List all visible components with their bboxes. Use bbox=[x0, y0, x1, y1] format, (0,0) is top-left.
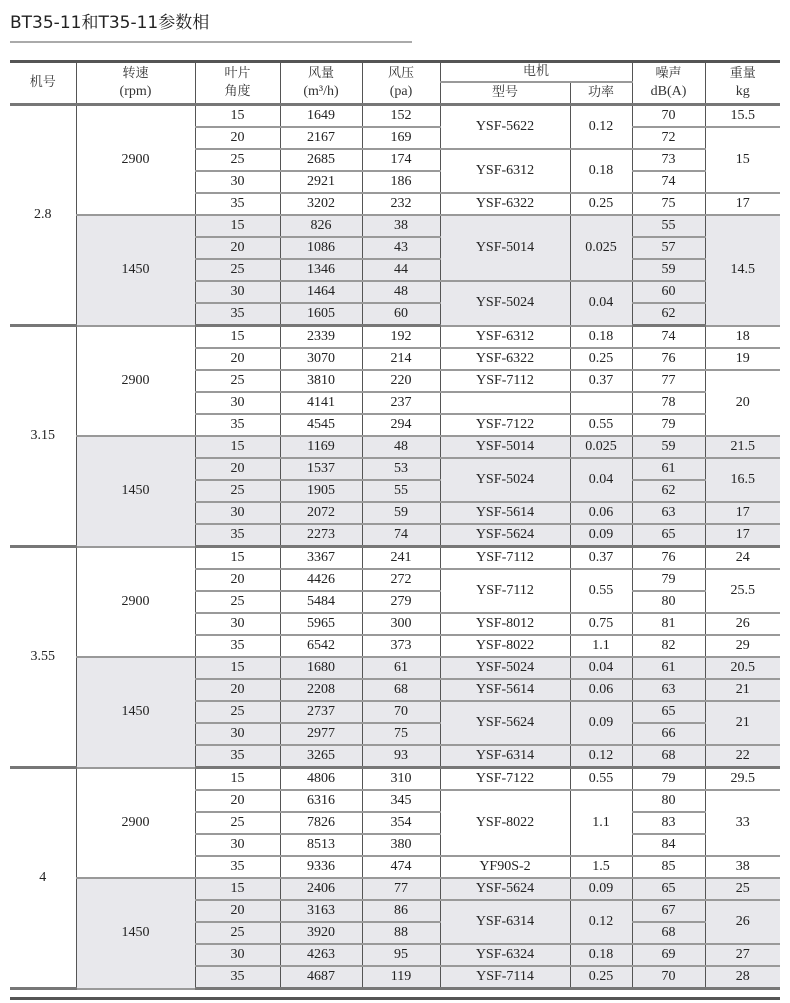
weight-cell: 38 bbox=[705, 856, 780, 878]
noise-cell: 75 bbox=[632, 193, 705, 215]
motor-model-cell: YSF-5614 bbox=[440, 679, 570, 701]
noise-cell: 82 bbox=[632, 635, 705, 657]
weight-cell: 26 bbox=[705, 613, 780, 635]
weight-cell: 27 bbox=[705, 944, 780, 966]
header-speed-label: 转速 bbox=[122, 66, 149, 81]
pressure-cell: 220 bbox=[362, 370, 440, 392]
pressure-cell: 300 bbox=[362, 613, 440, 635]
motor-model-cell: YSF-5622 bbox=[440, 105, 570, 150]
motor-power-cell: 1.1 bbox=[570, 635, 632, 657]
blade-angle-cell: 35 bbox=[195, 856, 280, 878]
flow-cell: 1169 bbox=[280, 436, 362, 458]
machine-no-cell: 3.15 bbox=[10, 326, 76, 547]
blade-angle-cell: 25 bbox=[195, 480, 280, 502]
table-row bbox=[10, 436, 780, 458]
noise-cell: 62 bbox=[632, 303, 705, 326]
motor-model-cell: YSF-8012 bbox=[440, 613, 570, 635]
speed-cell: 2900 bbox=[76, 105, 195, 216]
motor-model-cell: YSF-7122 bbox=[440, 768, 570, 791]
pressure-cell: 237 bbox=[362, 392, 440, 414]
noise-cell: 74 bbox=[632, 171, 705, 193]
flow-cell: 9336 bbox=[280, 856, 362, 878]
motor-power-cell: 0.75 bbox=[570, 613, 632, 635]
blade-angle-cell: 20 bbox=[195, 458, 280, 480]
blade-angle-cell: 15 bbox=[195, 436, 280, 458]
noise-cell: 80 bbox=[632, 790, 705, 812]
pressure-cell: 61 bbox=[362, 657, 440, 679]
weight-cell: 29.5 bbox=[705, 768, 780, 791]
pressure-cell: 186 bbox=[362, 171, 440, 193]
header-weight bbox=[705, 62, 780, 105]
header-noise bbox=[632, 62, 705, 105]
weight-cell: 17 bbox=[705, 502, 780, 524]
noise-cell: 66 bbox=[632, 723, 705, 745]
pressure-cell: 174 bbox=[362, 149, 440, 171]
blade-angle-cell: 30 bbox=[195, 392, 280, 414]
flow-cell: 6542 bbox=[280, 635, 362, 657]
blade-angle-cell: 25 bbox=[195, 591, 280, 613]
motor-power-cell: 0.12 bbox=[570, 105, 632, 150]
blade-angle-cell: 15 bbox=[195, 105, 280, 128]
speed-cell: 2900 bbox=[76, 547, 195, 658]
motor-model-cell: YSF-7122 bbox=[440, 414, 570, 436]
flow-cell: 2737 bbox=[280, 701, 362, 723]
header-flow-unit: (m³/h) bbox=[303, 84, 339, 99]
pressure-cell: 88 bbox=[362, 922, 440, 944]
noise-cell: 63 bbox=[632, 502, 705, 524]
motor-model-cell: YSF-7114 bbox=[440, 966, 570, 989]
motor-power-cell: 0.55 bbox=[570, 768, 632, 791]
noise-cell: 68 bbox=[632, 745, 705, 768]
motor-power-cell: 0.55 bbox=[570, 414, 632, 436]
blade-angle-cell: 15 bbox=[195, 878, 280, 900]
motor-power-cell: 0.25 bbox=[570, 348, 632, 370]
pressure-cell: 38 bbox=[362, 215, 440, 237]
blade-angle-cell: 15 bbox=[195, 768, 280, 791]
motor-model-cell: YSF-6312 bbox=[440, 149, 570, 193]
speed-cell: 2900 bbox=[76, 326, 195, 437]
motor-power-cell: 0.09 bbox=[570, 701, 632, 745]
flow-cell: 6316 bbox=[280, 790, 362, 812]
noise-cell: 65 bbox=[632, 878, 705, 900]
noise-cell: 55 bbox=[632, 215, 705, 237]
blade-angle-cell: 15 bbox=[195, 547, 280, 570]
weight-cell: 21.5 bbox=[705, 436, 780, 458]
flow-cell: 3810 bbox=[280, 370, 362, 392]
noise-cell: 59 bbox=[632, 259, 705, 281]
motor-power-cell: 0.55 bbox=[570, 569, 632, 613]
header-model: 型号 bbox=[440, 82, 570, 105]
table-row bbox=[10, 105, 780, 128]
header-noise-unit: dB(A) bbox=[650, 84, 687, 99]
flow-cell: 8513 bbox=[280, 834, 362, 856]
motor-power-cell: 0.09 bbox=[570, 878, 632, 900]
header-flow bbox=[280, 62, 362, 105]
flow-cell: 1346 bbox=[280, 259, 362, 281]
pressure-cell: 152 bbox=[362, 105, 440, 128]
flow-cell: 1649 bbox=[280, 105, 362, 128]
motor-model-cell: YSF-6322 bbox=[440, 193, 570, 215]
flow-cell: 3265 bbox=[280, 745, 362, 768]
blade-angle-cell: 30 bbox=[195, 171, 280, 193]
motor-model-cell: YSF-7112 bbox=[440, 547, 570, 570]
noise-cell: 80 bbox=[632, 591, 705, 613]
noise-cell: 79 bbox=[632, 768, 705, 791]
blade-angle-cell: 20 bbox=[195, 679, 280, 701]
flow-cell: 3163 bbox=[280, 900, 362, 922]
pressure-cell: 354 bbox=[362, 812, 440, 834]
motor-model-cell: YSF-5614 bbox=[440, 502, 570, 524]
motor-power-cell: 0.25 bbox=[570, 193, 632, 215]
noise-cell: 60 bbox=[632, 281, 705, 303]
motor-model-cell: YSF-6312 bbox=[440, 326, 570, 349]
weight-cell: 28 bbox=[705, 966, 780, 989]
pressure-cell: 55 bbox=[362, 480, 440, 502]
noise-cell: 65 bbox=[632, 524, 705, 547]
blade-angle-cell: 35 bbox=[195, 193, 280, 215]
pressure-cell: 60 bbox=[362, 303, 440, 326]
blade-angle-cell: 30 bbox=[195, 834, 280, 856]
pressure-cell: 192 bbox=[362, 326, 440, 349]
noise-cell: 61 bbox=[632, 458, 705, 480]
blade-angle-cell: 30 bbox=[195, 613, 280, 635]
pressure-cell: 70 bbox=[362, 701, 440, 723]
blade-angle-cell: 30 bbox=[195, 502, 280, 524]
blade-angle-cell: 25 bbox=[195, 812, 280, 834]
weight-cell: 14.5 bbox=[705, 215, 780, 326]
motor-model-cell: YSF-5024 bbox=[440, 458, 570, 502]
noise-cell: 61 bbox=[632, 657, 705, 679]
motor-model-cell: YSF-5024 bbox=[440, 281, 570, 326]
pressure-cell: 294 bbox=[362, 414, 440, 436]
blade-angle-cell: 20 bbox=[195, 900, 280, 922]
pressure-cell: 53 bbox=[362, 458, 440, 480]
motor-power-cell: 1.5 bbox=[570, 856, 632, 878]
noise-cell: 79 bbox=[632, 414, 705, 436]
flow-cell: 3202 bbox=[280, 193, 362, 215]
weight-cell: 16.5 bbox=[705, 458, 780, 502]
weight-cell: 25.5 bbox=[705, 569, 780, 613]
flow-cell: 1680 bbox=[280, 657, 362, 679]
weight-cell: 20.5 bbox=[705, 657, 780, 679]
noise-cell: 57 bbox=[632, 237, 705, 259]
table-row bbox=[10, 657, 780, 679]
pressure-cell: 272 bbox=[362, 569, 440, 591]
blade-angle-cell: 35 bbox=[195, 303, 280, 326]
motor-power-cell: 0.18 bbox=[570, 149, 632, 193]
header-machine-no-label: 机号 bbox=[29, 75, 56, 90]
table-body bbox=[10, 105, 780, 989]
weight-cell: 24 bbox=[705, 547, 780, 570]
flow-cell: 2921 bbox=[280, 171, 362, 193]
flow-cell: 2685 bbox=[280, 149, 362, 171]
flow-cell: 7826 bbox=[280, 812, 362, 834]
pressure-cell: 68 bbox=[362, 679, 440, 701]
pressure-cell: 232 bbox=[362, 193, 440, 215]
header-blade-label: 叶片 bbox=[224, 66, 251, 81]
header-pressure-unit: (pa) bbox=[389, 84, 413, 99]
pressure-cell: 48 bbox=[362, 436, 440, 458]
noise-cell: 72 bbox=[632, 127, 705, 149]
flow-cell: 2977 bbox=[280, 723, 362, 745]
noise-cell: 73 bbox=[632, 149, 705, 171]
motor-model-cell: YSF-5624 bbox=[440, 524, 570, 547]
flow-cell: 1086 bbox=[280, 237, 362, 259]
header-power: 功率 bbox=[570, 82, 632, 105]
flow-cell: 4806 bbox=[280, 768, 362, 791]
weight-cell: 29 bbox=[705, 635, 780, 657]
motor-power-cell: 0.25 bbox=[570, 966, 632, 989]
motor-power-cell: 0.06 bbox=[570, 502, 632, 524]
blade-angle-cell: 20 bbox=[195, 790, 280, 812]
speed-cell: 2900 bbox=[76, 768, 195, 879]
header-machine-no bbox=[10, 62, 76, 105]
flow-cell: 2072 bbox=[280, 502, 362, 524]
noise-cell: 76 bbox=[632, 348, 705, 370]
noise-cell: 85 bbox=[632, 856, 705, 878]
table-row bbox=[10, 878, 780, 900]
machine-no-cell: 2.8 bbox=[10, 105, 76, 326]
motor-model-cell: YSF-6322 bbox=[440, 348, 570, 370]
motor-model-cell: YF90S-2 bbox=[440, 856, 570, 878]
header-noise-label: 噪声 bbox=[655, 66, 682, 81]
blade-angle-cell: 25 bbox=[195, 370, 280, 392]
blade-angle-cell: 25 bbox=[195, 922, 280, 944]
title-divider bbox=[10, 41, 412, 43]
speed-cell: 1450 bbox=[76, 657, 195, 768]
flow-cell: 1537 bbox=[280, 458, 362, 480]
motor-model-cell: YSF-6314 bbox=[440, 745, 570, 768]
weight-cell: 15.5 bbox=[705, 105, 780, 128]
header-flow-label: 风量 bbox=[307, 66, 334, 81]
noise-cell: 78 bbox=[632, 392, 705, 414]
motor-model-cell: YSF-5014 bbox=[440, 436, 570, 458]
motor-power-cell: 0.025 bbox=[570, 215, 632, 281]
weight-cell: 22 bbox=[705, 745, 780, 768]
flow-cell: 5965 bbox=[280, 613, 362, 635]
motor-model-cell: YSF-6314 bbox=[440, 900, 570, 944]
motor-model-cell: YSF-5624 bbox=[440, 701, 570, 745]
pressure-cell: 380 bbox=[362, 834, 440, 856]
flow-cell: 1905 bbox=[280, 480, 362, 502]
pressure-cell: 119 bbox=[362, 966, 440, 989]
flow-cell: 2273 bbox=[280, 524, 362, 547]
header-motor: 电机 bbox=[440, 62, 632, 83]
motor-power-cell: 0.025 bbox=[570, 436, 632, 458]
blade-angle-cell: 25 bbox=[195, 149, 280, 171]
blade-angle-cell: 25 bbox=[195, 259, 280, 281]
motor-power-cell: 0.09 bbox=[570, 524, 632, 547]
pressure-cell: 59 bbox=[362, 502, 440, 524]
header-weight-unit: kg bbox=[735, 84, 750, 99]
table-row bbox=[10, 547, 780, 570]
flow-cell: 3367 bbox=[280, 547, 362, 570]
header-pressure-label: 风压 bbox=[387, 66, 414, 81]
blade-angle-cell: 20 bbox=[195, 569, 280, 591]
header-blade-angle bbox=[195, 62, 280, 105]
noise-cell: 63 bbox=[632, 679, 705, 701]
pressure-cell: 95 bbox=[362, 944, 440, 966]
noise-cell: 70 bbox=[632, 966, 705, 989]
noise-cell: 83 bbox=[632, 812, 705, 834]
blade-angle-cell: 35 bbox=[195, 635, 280, 657]
blade-angle-cell: 15 bbox=[195, 215, 280, 237]
motor-power-cell: 0.12 bbox=[570, 745, 632, 768]
weight-cell: 21 bbox=[705, 679, 780, 701]
noise-cell: 77 bbox=[632, 370, 705, 392]
motor-model-cell: YSF-7112 bbox=[440, 370, 570, 392]
flow-cell: 4687 bbox=[280, 966, 362, 989]
pressure-cell: 310 bbox=[362, 768, 440, 791]
motor-power-cell: 0.37 bbox=[570, 547, 632, 570]
blade-angle-cell: 20 bbox=[195, 127, 280, 149]
motor-model-cell: YSF-5024 bbox=[440, 657, 570, 679]
flow-cell: 4545 bbox=[280, 414, 362, 436]
noise-cell: 70 bbox=[632, 105, 705, 128]
flow-cell: 5484 bbox=[280, 591, 362, 613]
table-row bbox=[10, 215, 780, 237]
speed-cell: 1450 bbox=[76, 215, 195, 326]
motor-power-cell: 0.18 bbox=[570, 326, 632, 349]
pressure-cell: 77 bbox=[362, 878, 440, 900]
noise-cell: 62 bbox=[632, 480, 705, 502]
pressure-cell: 214 bbox=[362, 348, 440, 370]
pressure-cell: 279 bbox=[362, 591, 440, 613]
pressure-cell: 44 bbox=[362, 259, 440, 281]
table-row bbox=[10, 326, 780, 349]
pressure-cell: 93 bbox=[362, 745, 440, 768]
motor-power-cell bbox=[570, 392, 632, 414]
pressure-cell: 169 bbox=[362, 127, 440, 149]
motor-model-cell: YSF-5624 bbox=[440, 878, 570, 900]
blade-angle-cell: 20 bbox=[195, 348, 280, 370]
table-row bbox=[10, 768, 780, 791]
motor-power-cell: 0.18 bbox=[570, 944, 632, 966]
noise-cell: 68 bbox=[632, 922, 705, 944]
header-angle-label: 角度 bbox=[224, 84, 251, 99]
flow-cell: 3920 bbox=[280, 922, 362, 944]
speed-cell: 1450 bbox=[76, 878, 195, 989]
table-bottom-rule bbox=[10, 997, 780, 1000]
page-title: BT35-11和T35-11参数相 bbox=[10, 13, 210, 33]
flow-cell: 2208 bbox=[280, 679, 362, 701]
flow-cell: 826 bbox=[280, 215, 362, 237]
noise-cell: 67 bbox=[632, 900, 705, 922]
blade-angle-cell: 35 bbox=[195, 745, 280, 768]
motor-power-cell: 0.04 bbox=[570, 458, 632, 502]
noise-cell: 79 bbox=[632, 569, 705, 591]
motor-power-cell: 0.04 bbox=[570, 657, 632, 679]
motor-power-cell: 0.37 bbox=[570, 370, 632, 392]
blade-angle-cell: 15 bbox=[195, 657, 280, 679]
weight-cell: 20 bbox=[705, 370, 780, 436]
motor-power-cell: 0.12 bbox=[570, 900, 632, 944]
pressure-cell: 241 bbox=[362, 547, 440, 570]
header-speed-unit: (rpm) bbox=[119, 84, 152, 99]
noise-cell: 65 bbox=[632, 701, 705, 723]
blade-angle-cell: 30 bbox=[195, 281, 280, 303]
weight-cell: 33 bbox=[705, 790, 780, 856]
noise-cell: 81 bbox=[632, 613, 705, 635]
weight-cell: 21 bbox=[705, 701, 780, 745]
header-speed bbox=[76, 62, 195, 105]
motor-model-cell bbox=[440, 392, 570, 414]
motor-model-cell: YSF-5014 bbox=[440, 215, 570, 281]
motor-model-cell: YSF-7112 bbox=[440, 569, 570, 613]
blade-angle-cell: 35 bbox=[195, 414, 280, 436]
flow-cell: 4426 bbox=[280, 569, 362, 591]
pressure-cell: 48 bbox=[362, 281, 440, 303]
flow-cell: 4141 bbox=[280, 392, 362, 414]
pressure-cell: 345 bbox=[362, 790, 440, 812]
motor-power-cell: 0.04 bbox=[570, 281, 632, 326]
weight-cell: 17 bbox=[705, 193, 780, 215]
blade-angle-cell: 25 bbox=[195, 701, 280, 723]
pressure-cell: 75 bbox=[362, 723, 440, 745]
noise-cell: 76 bbox=[632, 547, 705, 570]
blade-angle-cell: 35 bbox=[195, 966, 280, 989]
flow-cell: 2406 bbox=[280, 878, 362, 900]
blade-angle-cell: 15 bbox=[195, 326, 280, 349]
noise-cell: 59 bbox=[632, 436, 705, 458]
flow-cell: 4263 bbox=[280, 944, 362, 966]
weight-cell: 17 bbox=[705, 524, 780, 547]
flow-cell: 1605 bbox=[280, 303, 362, 326]
weight-cell: 15 bbox=[705, 127, 780, 193]
pressure-cell: 474 bbox=[362, 856, 440, 878]
header-pressure bbox=[362, 62, 440, 105]
weight-cell: 18 bbox=[705, 326, 780, 349]
blade-angle-cell: 20 bbox=[195, 237, 280, 259]
noise-cell: 84 bbox=[632, 834, 705, 856]
header-weight-label: 重量 bbox=[729, 66, 756, 81]
flow-cell: 2339 bbox=[280, 326, 362, 349]
weight-cell: 26 bbox=[705, 900, 780, 944]
pressure-cell: 74 bbox=[362, 524, 440, 547]
blade-angle-cell: 30 bbox=[195, 723, 280, 745]
speed-cell: 1450 bbox=[76, 436, 195, 547]
flow-cell: 3070 bbox=[280, 348, 362, 370]
motor-model-cell: YSF-6324 bbox=[440, 944, 570, 966]
flow-cell: 1464 bbox=[280, 281, 362, 303]
noise-cell: 74 bbox=[632, 326, 705, 349]
motor-model-cell: YSF-8022 bbox=[440, 635, 570, 657]
motor-power-cell: 0.06 bbox=[570, 679, 632, 701]
blade-angle-cell: 30 bbox=[195, 944, 280, 966]
weight-cell: 19 bbox=[705, 348, 780, 370]
motor-model-cell: YSF-8022 bbox=[440, 790, 570, 856]
blade-angle-cell: 35 bbox=[195, 524, 280, 547]
machine-no-cell: 3.55 bbox=[10, 547, 76, 768]
fan-parameter-table bbox=[10, 60, 780, 990]
pressure-cell: 86 bbox=[362, 900, 440, 922]
pressure-cell: 373 bbox=[362, 635, 440, 657]
machine-no-cell: 4 bbox=[10, 768, 76, 989]
weight-cell: 25 bbox=[705, 878, 780, 900]
motor-power-cell: 1.1 bbox=[570, 790, 632, 856]
noise-cell: 69 bbox=[632, 944, 705, 966]
pressure-cell: 43 bbox=[362, 237, 440, 259]
flow-cell: 2167 bbox=[280, 127, 362, 149]
